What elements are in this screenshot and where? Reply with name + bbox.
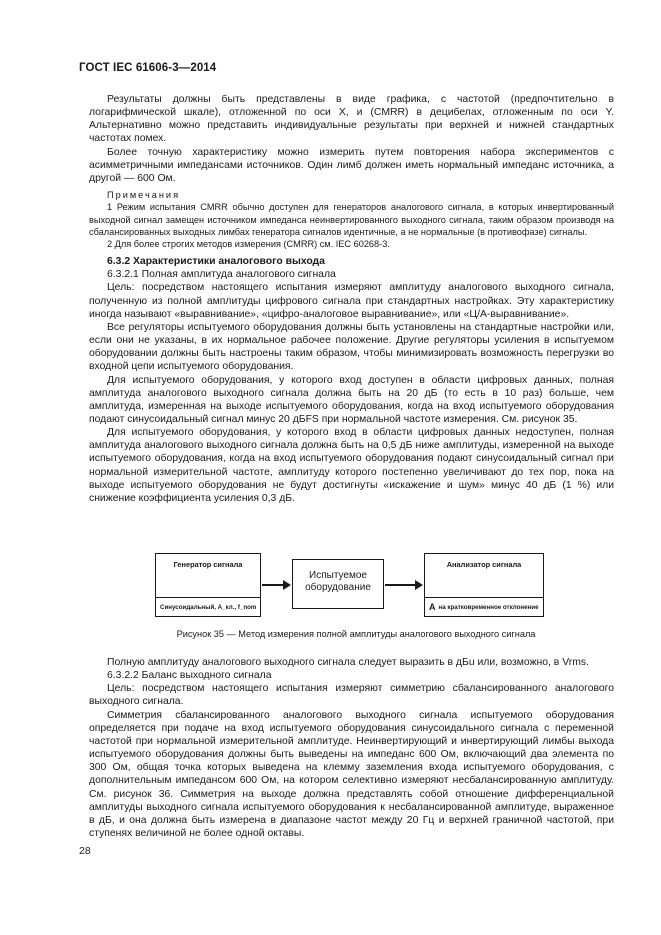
figure-caption: Рисунок 35 — Метод измерения полной амплитуды аналогового выходного сигнала	[176, 629, 536, 639]
page-header: ГОСТ IEC 61606-3—2014	[79, 62, 217, 74]
notes	[89, 189, 614, 250]
paragraph: Цель: посредством настоящего испытания измеряют симметрию сбалансированного аналогового выходного сигнала.	[89, 683, 614, 708]
dut-box	[292, 559, 384, 609]
arrow-right-icon	[262, 584, 289, 586]
section-heading: 6.3.2 Характеристики аналогового выхода	[107, 256, 325, 268]
paragraph: Для испытуемого оборудования, у которого вход доступен в области цифровых данных, полная амплитуда аналогового выходного сигнала должна быть на 20 дБ (то есть в 10 раз) больше, чем амплитуда, измеренная на выходе испытуемого оборудования, когда на вход испытуемого оборудования подают синусоидальный сигнал минус 20 дБFS при нормальной частоте измерения. См. рисунок 35.	[89, 374, 614, 425]
generator-bottom-label: Синусоидальный, A_кл., f_nom	[156, 597, 260, 616]
figure-35-diagram	[155, 553, 555, 619]
note-item: 1 Режим испытания CMRR обычно доступен для генераторов аналогового сигнала, в которых инвертированный выходной сигнал замещен источником импеданса неинвертированного выходного сигнала, таким образом производя на сбалансированных выходных лимбах генератора сигналов идентичные, а не нормальные (в противофазе) сигналы.	[89, 202, 614, 237]
generator-label: Генератор сигнала	[173, 560, 243, 569]
analyzer-box	[424, 553, 544, 617]
paragraph: Результаты должны быть представлены в виде графика, с частотой (предпочтительно в логарифмической шкале), отложенной по оси X, и (CMRR) в децибелах, отложенным по оси Y. Альтернативно можно представить индивидуальные результаты при верхней и нижней стандартных частотах помех.	[89, 94, 614, 145]
notes-title: Примечания	[107, 190, 181, 201]
paragraph: Полную амплитуду аналогового выходного сигнала следует выразить в дБu или, возможно, в Vrms.	[107, 657, 589, 668]
arrow-right-icon	[385, 584, 421, 586]
analyzer-bottom-label: на кратковременное отклонение	[438, 603, 539, 611]
subsection-heading: 6.3.2.2 Баланс выходного сигнала	[107, 670, 272, 682]
subsection-heading: 6.3.2.1 Полная амплитуда аналогового сигнала	[107, 269, 336, 281]
page-number: 28	[79, 845, 91, 857]
paragraph: Симметрия сбалансированного аналогового выходного сигнала испытуемого оборудования определяется при подаче на вход испытуемого оборудования синусоидального сигнала с переменной частотой при нормальной измерительной амплитуде. Неинвертирующий и инвертирующий лимбы выхода испытуемого оборудования должны быть выведены на импеданс 600 Ом, включающий два элемента по 300 Ом, общая точка которых выведена на клемму заземления входа испытуемого оборудования, с дополнительным импедансом 600 Ом, на котором селективно измеряют несбалансированную амплитуду. См. рисунок 36. Симметрия на выходе должна представлять собой отношение дифференциальной амплитуды выходного сигнала испытуемого оборудования к несбалансированной амплитуде, выраженное в дБ, и она должна быть измерена в диапазоне частот между 20 Гц и верхней граничной частотой, при ступенях величиной не более одной октавы.	[89, 709, 614, 840]
generator-box	[155, 553, 261, 617]
paragraph: Все регуляторы испытуемого оборудования должны быть установлены на стандартные настройки или, если они не указаны, в их нормальное рабочее положение. Другие регуляторы усиления в испытуемом оборудовании должны быть настроены таким образом, чтобы минимизировать возможность перегрузки во входной цепи испытуемого оборудования.	[89, 321, 614, 373]
dut-label: Испытуемое оборудование	[305, 570, 371, 593]
analyzer-label: Анализатор сигнала	[446, 560, 522, 569]
amplitude-symbol: A	[429, 602, 436, 612]
paragraph: Более точную характеристику можно измерить путем повторения набора экспериментов с асимметричными импедансами источников. Один лимб должен иметь нормальный импеданс источника, а другой — 600 Ом.	[89, 146, 614, 184]
body-top	[89, 93, 614, 505]
body-bottom	[89, 656, 614, 840]
paragraph: Для испытуемого оборудования, у которого вход в области цифровых данных недоступен, полная амплитуда аналогового выходного сигнала должна быть на 0,5 дБ ниже амплитуды, измеренной на выходе испытуемого оборудования, когда на вход испытуемого оборудования подают синусоидальный сигнал при нормальной измерительной частоте, амплитуду которого постепенно увеличивают до тех пор, пока на выходе испытуемого оборудования не будут достигнуты «искажение и шум» минус 40 дБ (1 %) или снижение коэффициента усиления 0,3 дБ.	[89, 427, 614, 504]
analyzer-bottom	[425, 597, 543, 616]
note-item: 2 Для более строгих методов измерения (CMRR) см. IEC 60268-3.	[107, 238, 390, 249]
paragraph: Цель: посредством настоящего испытания измеряют амплитуду аналогового выходного сигнала, полученную из полной амплитуды цифрового сигнала при стандартных настройках. Эту характеристику иногда называют «выравнивание», «цифро-аналоговое выравнивание», или «Ц/А-выравнивание».	[89, 282, 614, 320]
